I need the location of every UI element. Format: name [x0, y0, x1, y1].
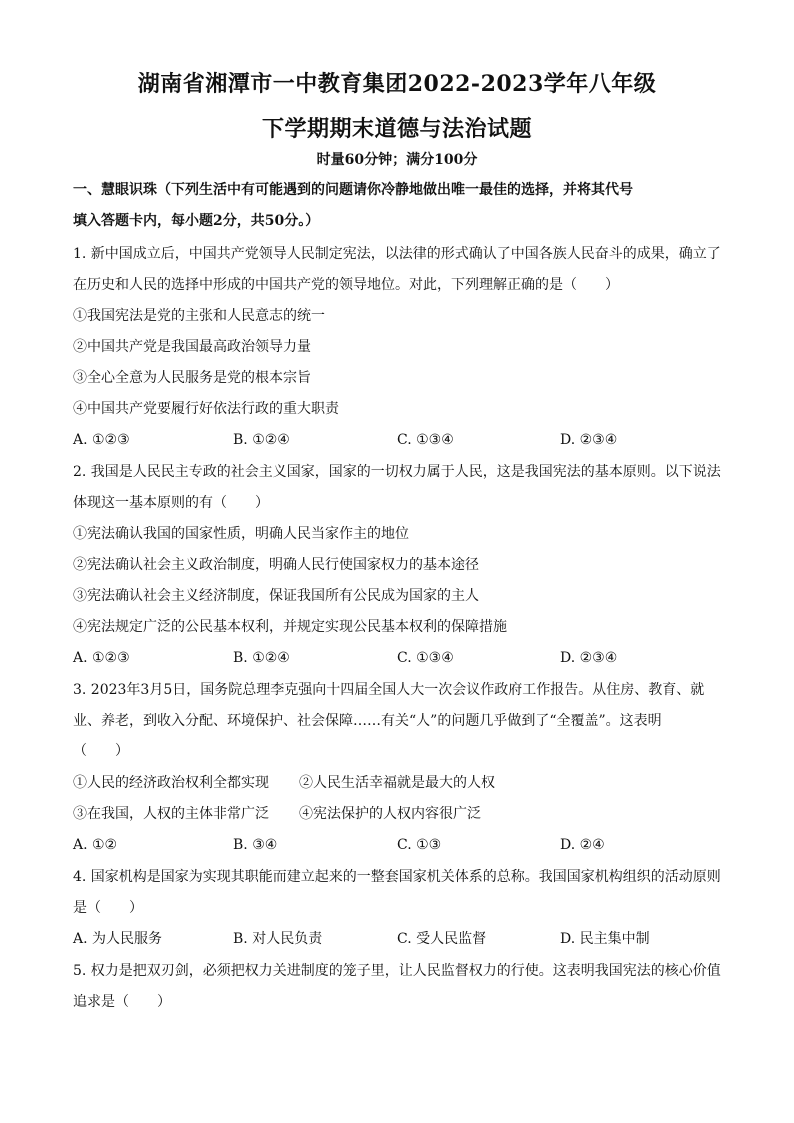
q2-option-c[interactable]: C. ①③④ — [397, 650, 454, 666]
q3-option-c[interactable]: C. ①③ — [397, 837, 442, 853]
q3-stem-line2: 业、养老，到收入分配、环境保护、社会保障……有关“人”的问题几乎做到了“全覆盖”。这表明 — [73, 713, 662, 729]
q2-stem-line1: 2. 我国是人民民主专政的社会主义国家，国家的一切权力属于人民，这是我国宪法的基本原则。以下说法 — [73, 464, 721, 480]
q4-option-a[interactable]: A. 为人民服务 — [73, 931, 163, 947]
q2-statement-4: ④宪法规定广泛的公民基本权利，并规定实现公民基本权利的保障措施 — [73, 619, 507, 635]
q1-option-b[interactable]: B. ①②④ — [233, 432, 290, 448]
q2-options — [73, 648, 733, 668]
exam-title-line2: 下学期期末道德与法治试题 — [261, 116, 532, 142]
q1-statement-3: ③全心全意为人民服务是党的根本宗旨 — [73, 370, 311, 386]
q2-statement-2: ②宪法确认社会主义政治制度，明确人民行使国家权力的基本途径 — [73, 557, 479, 573]
q1-option-a[interactable]: A. ①②③ — [73, 432, 130, 448]
q3-statement-row2 — [73, 804, 481, 824]
q5-stem-line2: 追求是（ ） — [73, 994, 171, 1010]
q2-option-d[interactable]: D. ②③④ — [560, 650, 618, 666]
q2-stem-line2: 体现这一基本原则的有（ ） — [73, 495, 269, 511]
q3-statement-row1 — [73, 773, 495, 793]
q3-option-a[interactable]: A. ①② — [73, 837, 118, 853]
q1-options — [73, 430, 733, 450]
q4-stem-line2: 是（ ） — [73, 900, 143, 916]
q3-option-d[interactable]: D. ②④ — [560, 837, 605, 853]
section-heading-line2: 填入答题卡内，每小题2分，共50分。） — [73, 213, 320, 229]
q3-options — [73, 835, 733, 855]
q1-option-c[interactable]: C. ①③④ — [397, 432, 454, 448]
q2-option-a[interactable]: A. ①②③ — [73, 650, 130, 666]
q4-option-b[interactable]: B. 对人民负责 — [233, 931, 323, 947]
q3-option-b[interactable]: B. ③④ — [233, 837, 278, 853]
q4-stem-line1: 4. 国家机构是国家为实现其职能而建立起来的一整套国家机关体系的总称。我国国家机构组织的活动原则 — [73, 869, 721, 885]
q2-option-b[interactable]: B. ①②④ — [233, 650, 290, 666]
q1-statement-4: ④中国共产党要履行好依法行政的重大职责 — [73, 401, 339, 417]
q3-stem-line1: 3. 2023年3月5日，国务院总理李克强向十四届全国人大一次会议作政府工作报告。从住房、教育、就 — [73, 682, 705, 698]
exam-title-line1: 湖南省湘潭市一中教育集团2022-2023学年八年级 — [137, 71, 657, 97]
q1-stem-line2: 在历史和人民的选择中形成的中国共产党的领导地位。对此，下列理解正确的是（ ） — [73, 277, 619, 293]
q4-option-d[interactable]: D. 民主集中制 — [560, 931, 650, 947]
q3-stem-line3: （ ） — [73, 743, 129, 759]
section-heading-line1: 一、慧眼识珠（下列生活中有可能遇到的问题请你冷静地做出唯一最佳的选择，并将其代号 — [73, 182, 633, 198]
q2-statement-3: ③宪法确认社会主义经济制度，保证我国所有公民成为国家的主人 — [73, 588, 479, 604]
q3-statement-1: ①人民的经济政治权利全都实现 — [73, 775, 269, 791]
exam-time-score: 时量60分钟；满分100分 — [316, 152, 478, 168]
q1-stem-line1: 1. 新中国成立后，中国共产党领导人民制定宪法，以法律的形式确认了中国各族人民奋斗的成果，确立了 — [73, 246, 721, 262]
q4-options — [73, 929, 733, 949]
q1-option-d[interactable]: D. ②③④ — [560, 432, 618, 448]
q3-statement-4: ④宪法保护的人权内容很广泛 — [299, 806, 481, 822]
q5-stem-line1: 5. 权力是把双刃剑，必须把权力关进制度的笼子里，让人民监督权力的行使。这表明我国宪法的核心价值 — [73, 963, 721, 979]
q3-statement-3: ③在我国，人权的主体非常广泛 — [73, 806, 269, 822]
q3-statement-2: ②人民生活幸福就是最大的人权 — [299, 775, 495, 791]
q4-option-c[interactable]: C. 受人民监督 — [397, 931, 487, 947]
q2-statement-1: ①宪法确认我国的国家性质，明确人民当家作主的地位 — [73, 526, 409, 542]
q1-statement-1: ①我国宪法是党的主张和人民意志的统一 — [73, 308, 325, 324]
q1-statement-2: ②中国共产党是我国最高政治领导力量 — [73, 339, 311, 355]
